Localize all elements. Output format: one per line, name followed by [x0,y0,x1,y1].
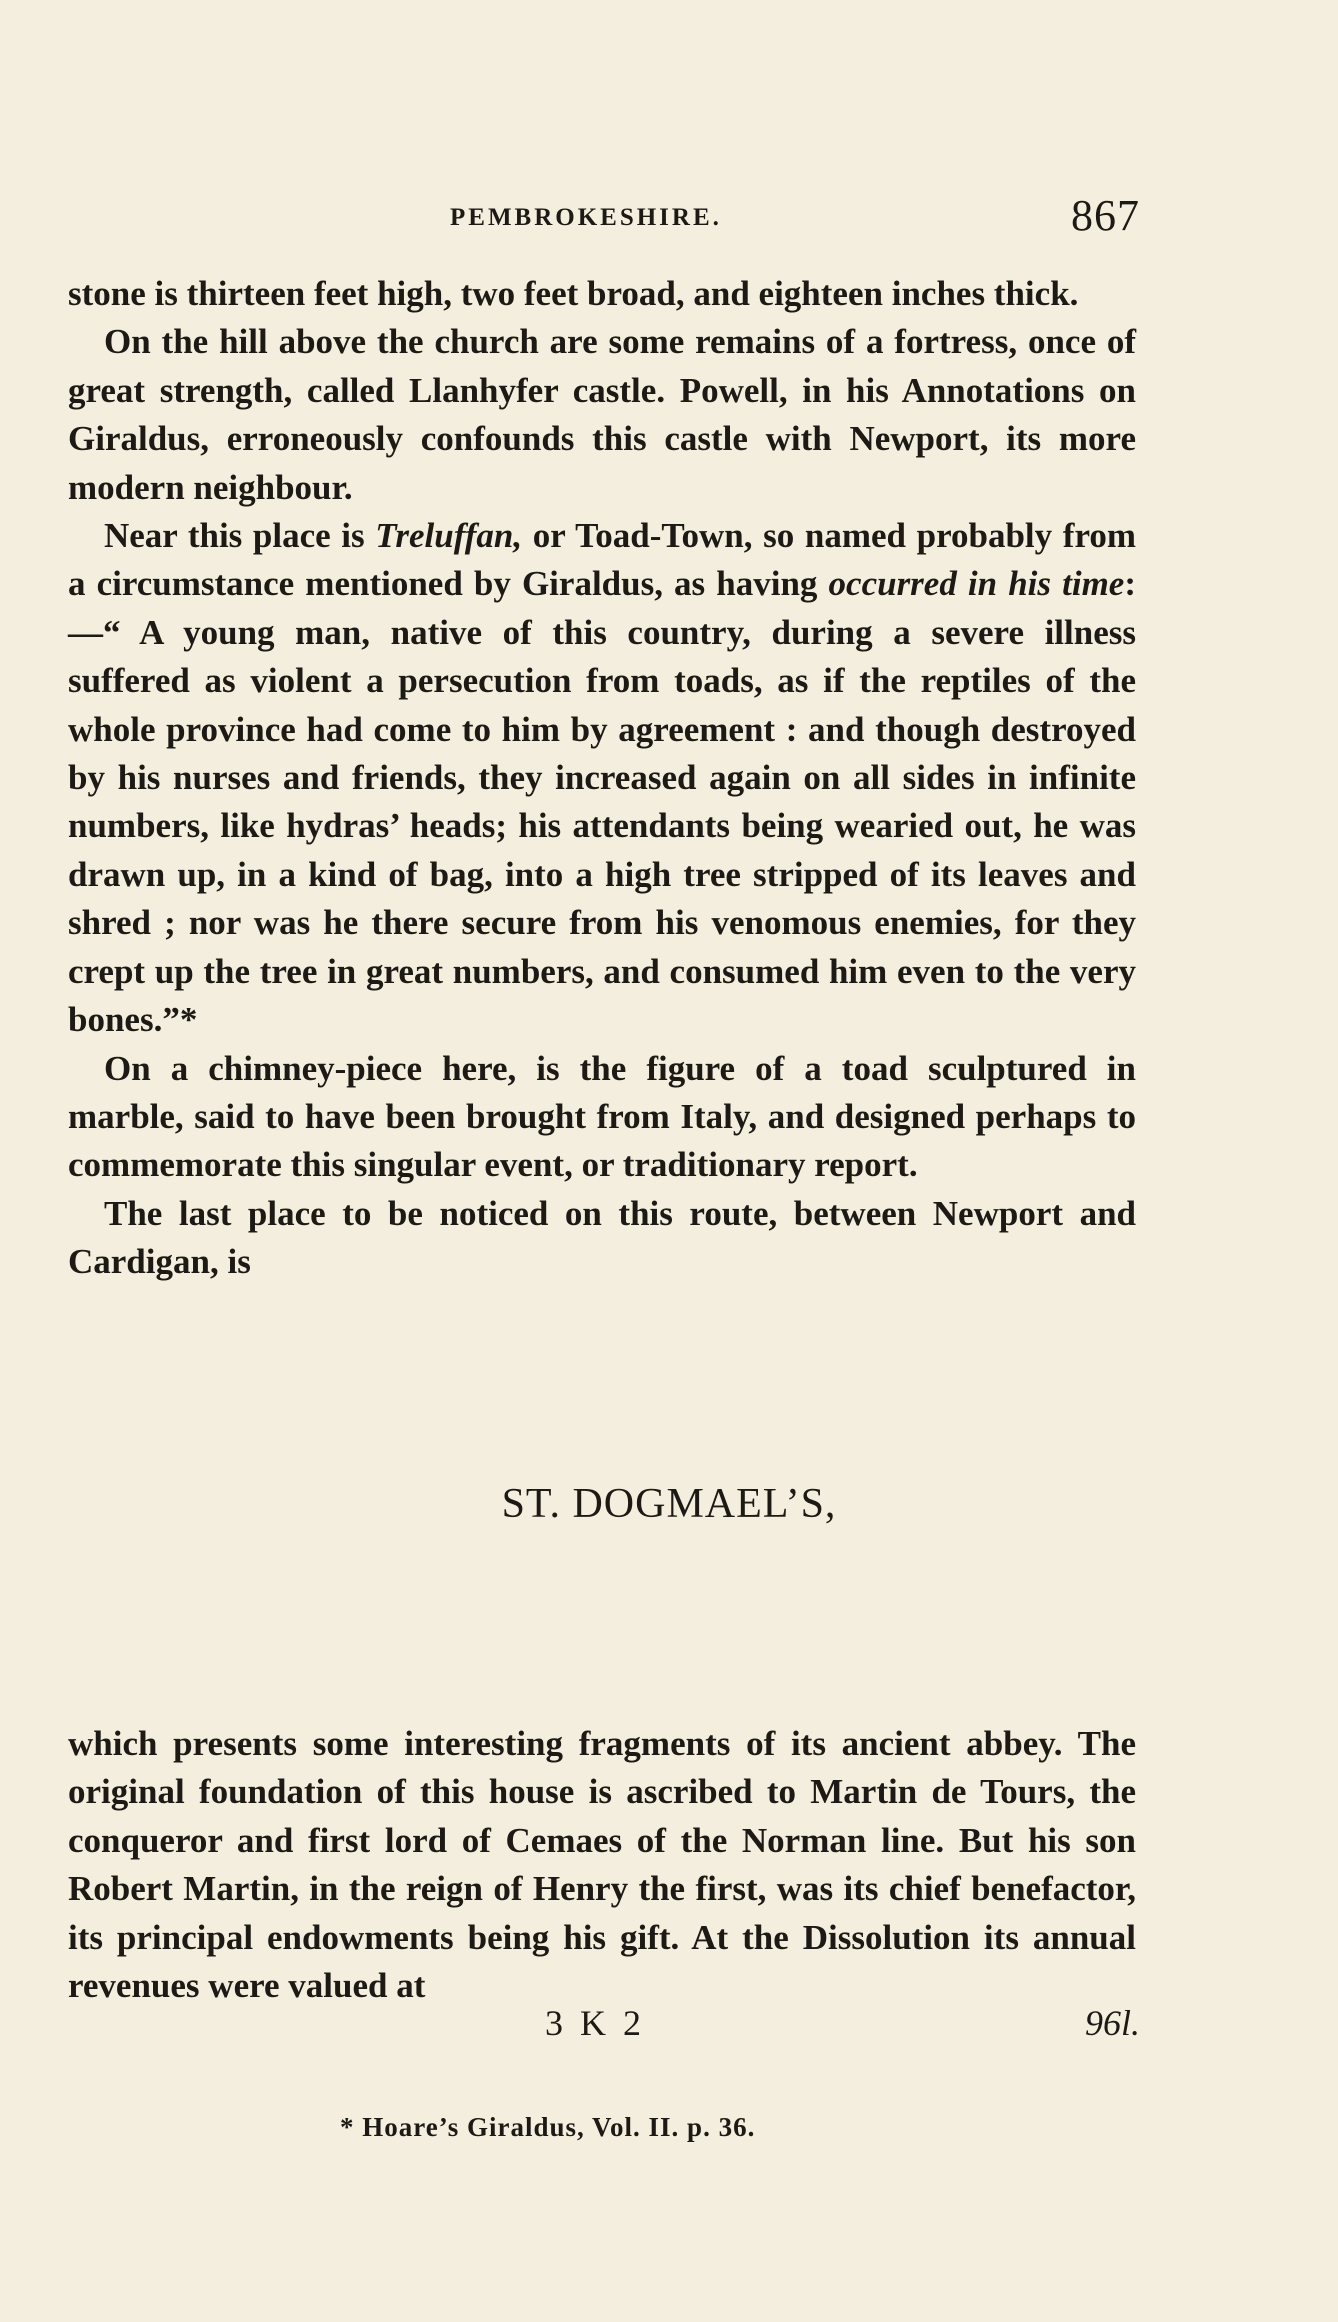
paragraph-segment: The last place to be noticed on this route, between Newport and Cardigan, is [68,1193,1136,1282]
footnote: * Hoare’s Giraldus, Vol. II. p. 36. [340,2112,756,2142]
italic-phrase: occurred in his time [828,564,1125,604]
paragraph-segment: or Toad-Town, so named probably from a circumstance mentioned by Giraldus, as having [68,516,1136,604]
paragraph-5 [68,1190,1136,1287]
paragraph-3 [68,512,1136,1044]
page-number: 867 [1071,191,1140,240]
paragraph-segment: Near this place is [104,516,376,556]
paragraph-segment: On a chimney-piece here, is the figure of a toad sculptured in marble, said to have been brought from Italy, and designed perhaps to commemorate this singular event, or traditionary report. [68,1048,1136,1185]
closing-paragraph [68,1720,1136,2010]
signature-mark: 3 K 2 [545,2003,645,2043]
section-heading: ST. DOGMAEL’S, [501,1481,837,1527]
paragraph-segment: stone is thirteen feet high, two feet broad, and eighteen inches thick. [68,274,1079,313]
paragraph-2 [68,318,1136,512]
paragraph-1 [68,270,1136,318]
page-header [70,191,1140,246]
closing-paragraph-text: which presents some interesting fragments of its ancient abbey. The original foundation of this house is ascribed to Martin de Tours, the conqueror and first lord of Cemaes of the Norman line. But his son Robert Martin, in the reign of Henry the first, was its chief benefactor, its principal endowments being his gift. At the Dissolution its annual revenues were valued at [68,1724,1136,2006]
paragraph-4 [68,1045,1136,1190]
paragraph-segment: On the hill above the church are some remains of a fortress, once of great strength, called Llanhyfer castle. Powell, in his Annotations on Giraldus, erroneously confounds this castle with Newport, its more modern neighbour. [68,322,1136,507]
signature-line [0,2002,1338,2052]
main-text [68,270,1136,1287]
italic-place-name: Treluffan, [375,516,523,556]
catchword: 96l. [1085,2003,1141,2043]
running-head: PEMBROKESHIRE. [450,204,722,231]
paragraph-segment: :—“ A young man, native of this country, during a severe illness suffered as violent a persecution from toads, as if the reptiles of the whole province had come to him by agreement : and though destroyed by his nurses and friends, they increased again on all sides in infinite numbers, like hydras’ heads; his attendants being wearied out, he was drawn up, in a kind of bag, into a high tree stripped of its leaves and shred ; nor was he there secure from his venomous enemies, for they crept up the tree in great numbers, and consumed him even to the very bones.”* [68,564,1136,1040]
